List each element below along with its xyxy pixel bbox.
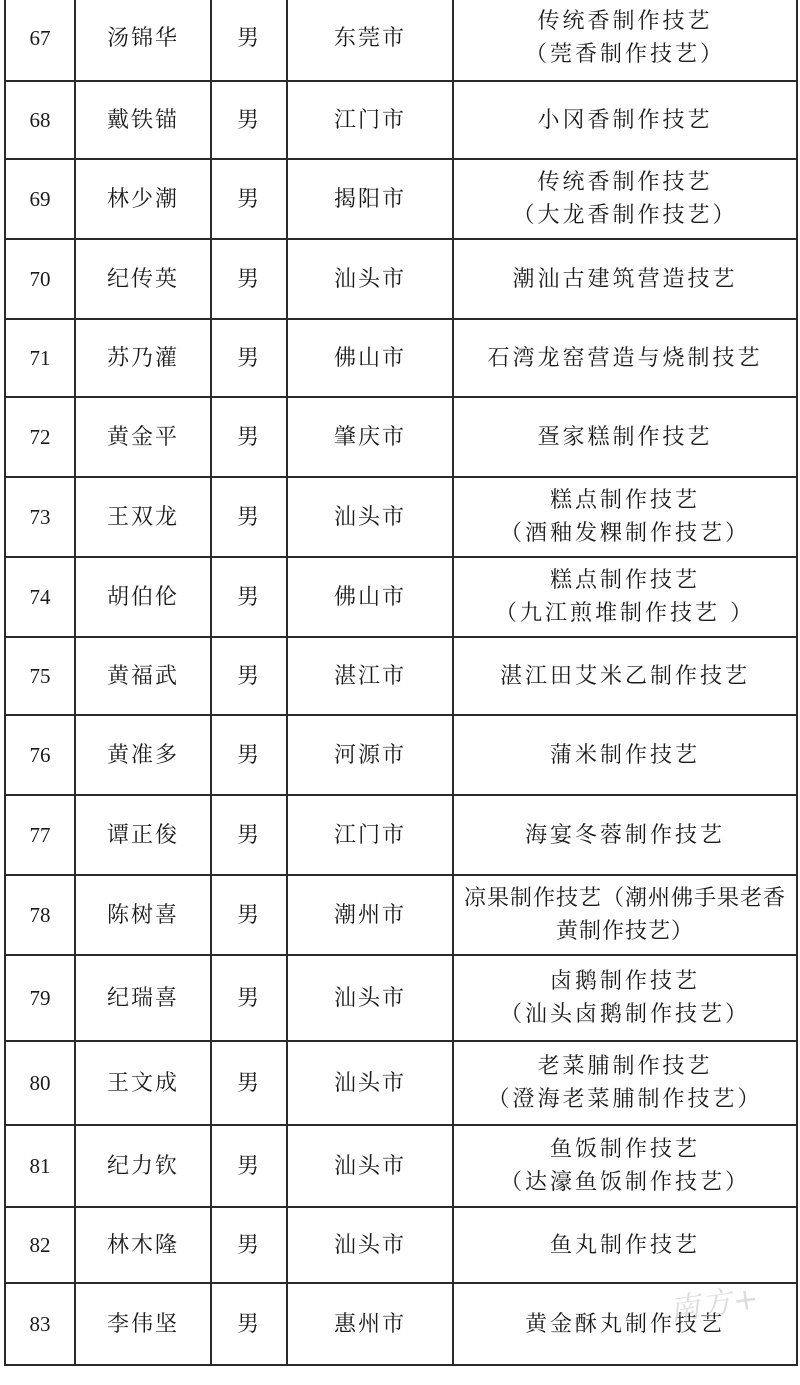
inheritor-name: 纪力钦 bbox=[75, 1125, 211, 1207]
table-row bbox=[5, 1283, 797, 1365]
city-cell: 汕头市 bbox=[287, 1207, 453, 1283]
project-line: 鱼丸制作技艺 bbox=[549, 1232, 700, 1258]
gender-cell: 男 bbox=[211, 477, 287, 557]
project-cell bbox=[453, 239, 797, 319]
table-row bbox=[5, 239, 797, 319]
gender-cell: 男 bbox=[211, 239, 287, 319]
row-number: 74 bbox=[5, 557, 75, 637]
city-cell: 汕头市 bbox=[287, 477, 453, 557]
gender-cell: 男 bbox=[211, 715, 287, 795]
project-cell bbox=[453, 1207, 797, 1283]
project-line: 凉果制作技艺（潮州佛手果老香 bbox=[463, 886, 786, 911]
project-line: （大龙香制作技艺） bbox=[512, 203, 738, 228]
table-row bbox=[5, 955, 797, 1041]
project-cell bbox=[453, 159, 797, 239]
city-cell: 佛山市 bbox=[287, 557, 453, 637]
inheritor-name: 王文成 bbox=[75, 1041, 211, 1125]
gender-cell: 男 bbox=[211, 159, 287, 239]
table-row bbox=[5, 1041, 797, 1125]
table-row bbox=[5, 637, 797, 715]
city-cell: 潮州市 bbox=[287, 875, 453, 955]
gender-cell: 男 bbox=[211, 955, 287, 1041]
project-line: 卤鹅制作技艺 bbox=[549, 969, 700, 994]
project-line: 石湾龙窑营造与烧制技艺 bbox=[487, 345, 763, 371]
inheritor-name: 林少潮 bbox=[75, 159, 211, 239]
table-row bbox=[5, 875, 797, 955]
project-cell bbox=[453, 1125, 797, 1207]
inheritor-name: 谭正俊 bbox=[75, 795, 211, 875]
row-number: 68 bbox=[5, 81, 75, 159]
inheritor-name: 苏乃灌 bbox=[75, 319, 211, 397]
project-cell bbox=[453, 875, 797, 955]
gender-cell: 男 bbox=[211, 1207, 287, 1283]
project-line: 湛江田艾米乙制作技艺 bbox=[499, 663, 750, 689]
project-line: （澄海老菜脯制作技艺） bbox=[487, 1087, 763, 1112]
row-number: 72 bbox=[5, 397, 75, 477]
project-line: 疍家糕制作技艺 bbox=[537, 424, 713, 450]
table-body bbox=[5, 0, 797, 1365]
inheritor-name: 戴铁锚 bbox=[75, 81, 211, 159]
gender-cell: 男 bbox=[211, 875, 287, 955]
row-number: 77 bbox=[5, 795, 75, 875]
row-number: 73 bbox=[5, 477, 75, 557]
table-row bbox=[5, 477, 797, 557]
gender-cell: 男 bbox=[211, 795, 287, 875]
city-cell: 揭阳市 bbox=[287, 159, 453, 239]
project-cell bbox=[453, 1041, 797, 1125]
row-number: 69 bbox=[5, 159, 75, 239]
gender-cell: 男 bbox=[211, 0, 287, 81]
project-cell bbox=[453, 715, 797, 795]
row-number: 67 bbox=[5, 0, 75, 81]
table-row bbox=[5, 159, 797, 239]
project-cell bbox=[453, 397, 797, 477]
city-cell: 江门市 bbox=[287, 81, 453, 159]
project-cell bbox=[453, 557, 797, 637]
project-line: 传统香制作技艺 bbox=[537, 170, 713, 195]
gender-cell: 男 bbox=[211, 81, 287, 159]
city-cell: 惠州市 bbox=[287, 1283, 453, 1365]
city-cell: 佛山市 bbox=[287, 319, 453, 397]
city-cell: 汕头市 bbox=[287, 1125, 453, 1207]
project-line: 老菜脯制作技艺 bbox=[537, 1054, 713, 1079]
row-number: 80 bbox=[5, 1041, 75, 1125]
table-row bbox=[5, 557, 797, 637]
city-cell: 江门市 bbox=[287, 795, 453, 875]
project-cell bbox=[453, 955, 797, 1041]
project-cell bbox=[453, 637, 797, 715]
inheritor-name: 李伟坚 bbox=[75, 1283, 211, 1365]
table-row bbox=[5, 319, 797, 397]
row-number: 83 bbox=[5, 1283, 75, 1365]
table-row bbox=[5, 0, 797, 81]
inheritor-name: 纪传英 bbox=[75, 239, 211, 319]
project-cell bbox=[453, 795, 797, 875]
row-number: 71 bbox=[5, 319, 75, 397]
inheritor-name: 纪瑞喜 bbox=[75, 955, 211, 1041]
project-cell bbox=[453, 477, 797, 557]
project-line: （莞香制作技艺） bbox=[524, 42, 725, 67]
row-number: 70 bbox=[5, 239, 75, 319]
project-line: 小冈香制作技艺 bbox=[537, 107, 713, 133]
project-line: （九江煎堆制作技艺 ） bbox=[495, 601, 755, 626]
inheritor-name: 汤锦华 bbox=[75, 0, 211, 81]
table-row bbox=[5, 1125, 797, 1207]
inheritor-name: 黄准多 bbox=[75, 715, 211, 795]
city-cell: 肇庆市 bbox=[287, 397, 453, 477]
inheritor-name: 胡伯伦 bbox=[75, 557, 211, 637]
city-cell: 湛江市 bbox=[287, 637, 453, 715]
project-line: 鱼饭制作技艺 bbox=[549, 1137, 700, 1162]
inheritor-name: 黄福武 bbox=[75, 637, 211, 715]
row-number: 82 bbox=[5, 1207, 75, 1283]
table-row bbox=[5, 1207, 797, 1283]
inheritor-name: 林木隆 bbox=[75, 1207, 211, 1283]
project-line: 潮汕古建筑营造技艺 bbox=[512, 266, 738, 292]
row-number: 78 bbox=[5, 875, 75, 955]
row-number: 81 bbox=[5, 1125, 75, 1207]
project-line: 蒲米制作技艺 bbox=[549, 742, 700, 768]
city-cell: 东莞市 bbox=[287, 0, 453, 81]
city-cell: 汕头市 bbox=[287, 239, 453, 319]
project-cell bbox=[453, 1283, 797, 1365]
project-cell bbox=[453, 0, 797, 81]
project-line: （汕头卤鹅制作技艺） bbox=[499, 1002, 750, 1027]
city-cell: 河源市 bbox=[287, 715, 453, 795]
inheritor-name: 王双龙 bbox=[75, 477, 211, 557]
project-cell bbox=[453, 319, 797, 397]
row-number: 75 bbox=[5, 637, 75, 715]
gender-cell: 男 bbox=[211, 397, 287, 477]
table-row bbox=[5, 795, 797, 875]
project-line: 海宴冬蓉制作技艺 bbox=[524, 822, 725, 848]
row-number: 76 bbox=[5, 715, 75, 795]
project-line: 黄金酥丸制作技艺 bbox=[524, 1311, 725, 1337]
project-line: 糕点制作技艺 bbox=[549, 568, 700, 593]
inheritor-name: 陈树喜 bbox=[75, 875, 211, 955]
project-cell bbox=[453, 81, 797, 159]
gender-cell: 男 bbox=[211, 637, 287, 715]
table-row bbox=[5, 397, 797, 477]
project-line: 糕点制作技艺 bbox=[549, 488, 700, 513]
project-line: 传统香制作技艺 bbox=[537, 9, 713, 34]
project-line: 黄制作技艺） bbox=[555, 919, 694, 944]
gender-cell: 男 bbox=[211, 1041, 287, 1125]
watermark-logo: 南方+ bbox=[667, 1280, 763, 1329]
city-cell: 汕头市 bbox=[287, 1041, 453, 1125]
gender-cell: 男 bbox=[211, 557, 287, 637]
table-row bbox=[5, 81, 797, 159]
gender-cell: 男 bbox=[211, 1283, 287, 1365]
inheritor-table bbox=[4, 0, 798, 1366]
city-cell: 汕头市 bbox=[287, 955, 453, 1041]
inheritor-name: 黄金平 bbox=[75, 397, 211, 477]
row-number: 79 bbox=[5, 955, 75, 1041]
gender-cell: 男 bbox=[211, 319, 287, 397]
project-line: （达濠鱼饭制作技艺） bbox=[499, 1170, 750, 1195]
table-row bbox=[5, 715, 797, 795]
gender-cell: 男 bbox=[211, 1125, 287, 1207]
project-line: （酒釉发粿制作技艺） bbox=[499, 521, 750, 546]
